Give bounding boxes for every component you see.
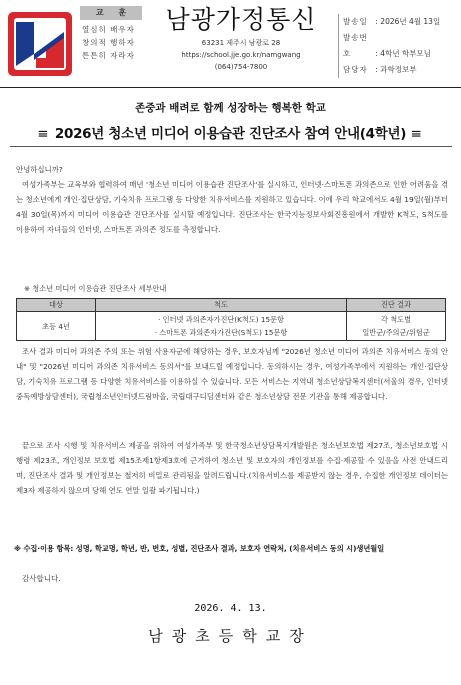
school-motto xyxy=(80,6,142,78)
consent-items: ※ 수집·이용 항목: 성명, 학교명, 학년, 반, 번호, 성별, 진단조사 결과, 보호자 연락처, (치유서비스 동의 시)생년월일 xyxy=(14,544,385,553)
issue-info xyxy=(338,14,461,78)
paragraph-3: 끝으로 조사 시행 및 치유서비스 제공을 위하여 여성가족부 및 한국청소년상담복지개발원은 청소년보호법 제27조, 청소년보호법 시행령 제23조, 개인정보 보호법 제15조제1항제3호에 근거하여 청소년 및 보호자의 개인정보를 수집·제공할 수 있음을 사전 안내드리며, 진단조사 결과 및 개인정보는 철저히 비밀로 관리됨을 알려드립니다.(치유서비스를 제공받지 않는 경우, 수집한 개인정보 데이터는 제3자 제공하지 않으며 당해 연도 연말 일괄 파기됩니다.) xyxy=(16,441,448,495)
document-date: 2026. 4. 13. xyxy=(194,603,267,614)
principal-signature: 남광초등학교장 xyxy=(148,627,313,645)
issue-date-label: 발송일 xyxy=(343,17,368,26)
issue-no-label: 발송번호 xyxy=(343,33,368,58)
issue-date: 2026년 4월 13일 xyxy=(380,17,441,26)
table-row xyxy=(17,312,446,341)
paragraph-1: 여성가족부는 교육부와 협력하여 매년 '청소년 미디어 이용습관 진단조사'를 실시하고, 인터넷·스마트폰 과의존으로 인한 어려움을 겪는 청소년에게 개인·집단상담, 기숙치유 프로그램 등 다양한 치유서비스를 지원하고 있습니다. 이에 우리 학교에서도 4월 19일(월)부터 4월 30일(목)까지 미디어 이용습관 진단조사를 실시할 예정입니다. 진단조사는 한국지능정보사회진흥원에서 개발한 K척도, S척도를 이용하여 자녀들의 인터넷, 스마트폰 과의존 정도를 측정합니다. xyxy=(16,180,448,234)
owner: 과학정보부 xyxy=(380,65,417,74)
issue-no: 4학년 학부모님 xyxy=(380,49,431,58)
table-header-result: 진단 결과 xyxy=(347,299,446,312)
service-section xyxy=(16,344,448,404)
scale-item-2: · 스마트폰 과의존자가진단(S척도) 15문항 xyxy=(154,328,288,337)
title-decor-right: ≡ xyxy=(410,126,424,142)
table-header-row xyxy=(17,299,446,312)
title-decor-left: ≡ xyxy=(37,126,51,142)
survey-info-table xyxy=(16,298,446,341)
closing-text: 감사합니다. xyxy=(22,574,61,583)
greeting: 안녕하십니까? xyxy=(16,165,63,174)
issue-date-row: 발송일 : 2026년 4월 13일 xyxy=(343,14,461,30)
school-address: 63231 제주시 남광로 28 xyxy=(201,39,281,47)
paragraph-2: 조사 결과 미디어 과의존 주의 또는 위험 사용자군에 해당하는 경우, 보호자님께 "2026년 청소년 미디어 과의존 치유서비스 동의 안내" 및 "2026년 미디어 과의존 치유서비스 동의서"를 보내드릴 예정입니다. 동의하시는 경우, 여성가족부에서 지원하는 개인·집단상담, 기숙치유 프로그램 등 다양한 치유서비스를 이용하실 수 있습니다. 모든 서비스는 지역내 청소년상담복지센터(서울의 경우, 인터넷중독예방상담센터), 국립청소년인터넷드림마을, 국립대구디딤센터와 같은 청소년상담 전문 기관을 통해 제공합니다. xyxy=(16,347,448,401)
document-title xyxy=(0,122,461,142)
motto-line-2: 창의적 행하자 xyxy=(82,38,135,47)
document-subtitle: 존중과 배려로 함께 성장하는 행복한 학교 xyxy=(135,102,326,114)
table-cell-result xyxy=(347,312,446,341)
school-logo-icon xyxy=(6,8,74,80)
newsletter-header xyxy=(0,0,461,88)
result-line-1: 각 척도별 xyxy=(380,315,412,324)
table-header-scale: 척도 xyxy=(96,299,347,312)
intro-section xyxy=(16,162,448,237)
table-cell-target: 초등 4년 xyxy=(17,312,96,341)
motto-line-1: 열심히 배우자 xyxy=(82,25,135,34)
document-title-text: 2026년 청소년 미디어 이용습관 진단조사 참여 안내(4학년) xyxy=(54,126,407,142)
result-line-2: 일반군/주의군/위험군 xyxy=(362,328,430,337)
newsletter-title: 남광가정통신 xyxy=(165,5,317,34)
owner-row: 담당자 : 과학정보부 xyxy=(343,62,461,78)
title-divider xyxy=(10,146,452,147)
privacy-section xyxy=(16,438,448,498)
scale-item-1: · 인터넷 과의존자가진단(K척도) 15문항 xyxy=(158,315,284,324)
issue-no-row: 발송번호 : 4학년 학부모님 xyxy=(343,30,461,62)
school-phone: (064)754-7800 xyxy=(214,63,268,71)
owner-label: 담당자 xyxy=(343,65,368,74)
school-url[interactable]: https://school.jje.go.kr/namgwang xyxy=(181,51,301,59)
table-cell-scale xyxy=(96,312,347,341)
motto-label: 교 훈 xyxy=(80,6,142,20)
table-note: ※ 청소년 미디어 이용습관 진단조사 세부안내 xyxy=(24,284,167,293)
masthead xyxy=(146,4,336,72)
motto-line-3: 튼튼히 자라자 xyxy=(82,51,135,60)
table-header-target: 대상 xyxy=(17,299,96,312)
